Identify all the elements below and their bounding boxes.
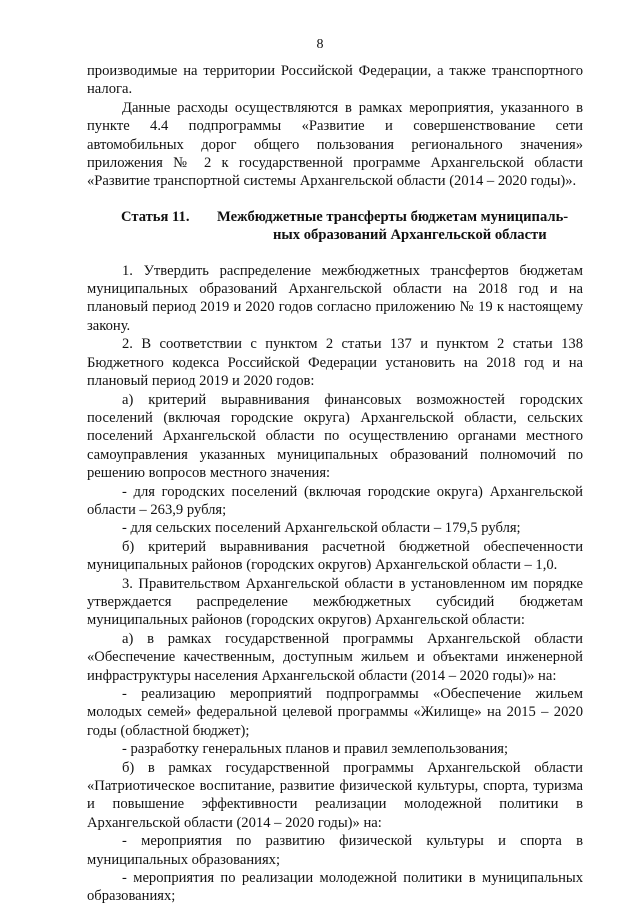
paragraph-item-2: 2. В соответствии с пунктом 2 статьи 137 и пунктом 2 статьи 138 Бюджетного кодекса Российской Федерации установить на 2018 год и на плановый период 2019 и 2020 годов: bbox=[87, 336, 583, 390]
article-heading bbox=[87, 208, 583, 245]
paragraph-item-2a: а) критерий выравнивания финансовых возможностей городских поселений (включая городские округа) Архангельской области, сельских поселений Архангельской области по осуществлению органами местного самоуправления указанных муниципальных образований полномочий по решению вопросов местного значения: bbox=[87, 391, 583, 482]
article-title-line-1: Межбюджетные трансферты бюджетам муниципаль- bbox=[217, 208, 569, 225]
paragraph-item-3a: а) в рамках государственной программы Архангельской области «Обеспечение качественным, доступным жильем и объектами инженерной инфраструктуры населения Архангельской области (2014 – 2020 годы)» на: bbox=[87, 630, 583, 684]
page-number: 8 bbox=[316, 37, 324, 52]
paragraph-item-3: 3. Правительством Архангельской области в установленном им порядке утверждается распределение межбюджетных субсидий бюджетам муниципальных районов (городских округов) Архангельской области: bbox=[87, 575, 583, 629]
article-number: Статья 11. bbox=[121, 208, 190, 225]
paragraph-item-3b: б) в рамках государственной программы Архангельской области «Патриотическое воспитание, развитие физической культуры, спорта, туризма и повышение эффективности реализации молодежной политики в Архангельской области (2014 – 2020 годы)» на: bbox=[87, 759, 583, 831]
article-title-line-2: ных образований Архангельской области bbox=[273, 227, 547, 244]
paragraph-general-plans: - разработку генеральных планов и правил землепользования; bbox=[122, 741, 509, 758]
document-body bbox=[87, 62, 583, 906]
paragraph-continuation: производимые на территории Российской Федерации, а также транспортного налога. bbox=[87, 63, 583, 98]
paragraph-item-1: 1. Утвердить распределение межбюджетных трансфертов бюджетам муниципальных образований Архангельской области на 2018 год и на плановый период 2019 и 2020 годов согласно приложению № 19 к настоящему закону. bbox=[87, 262, 583, 334]
paragraph-item-2b: б) критерий выравнивания расчетной бюджетной обеспеченности муниципальных районов (городских округов) Архангельской области – 1,0. bbox=[87, 538, 583, 574]
article-title bbox=[217, 208, 583, 245]
paragraph-youth-policy: - мероприятия по реализации молодежной политики в муниципальных образованиях; bbox=[87, 870, 583, 905]
paragraph-housing-young-families: - реализацию мероприятий подпрограммы «Обеспечение жильем молодых семей» федеральной целевой программы «Жилище» на 2015 – 2020 годы (областной бюджет); bbox=[87, 686, 583, 739]
paragraph-rural-criterion: - для сельских поселений Архангельской области – 179,5 рубля; bbox=[122, 520, 521, 537]
paragraph-sport-measures: - мероприятия по развитию физической культуры и спорта в муниципальных образованиях; bbox=[87, 833, 583, 868]
paragraph-expenses: Данные расходы осуществляются в рамках мероприятия, указанного в пункте 4.4 подпрограммы «Развитие и совершенствование сети автомобильных дорог общего пользования регионального значения» приложения № 2 к государственной программе Архангельской области «Развитие транспортной системы Архангельской области (2014 – 2020 годы)». bbox=[87, 99, 583, 190]
paragraph-urban-criterion: - для городских поселений (включая городские округа) Архангельской области – 263,9 рубля; bbox=[87, 483, 583, 518]
